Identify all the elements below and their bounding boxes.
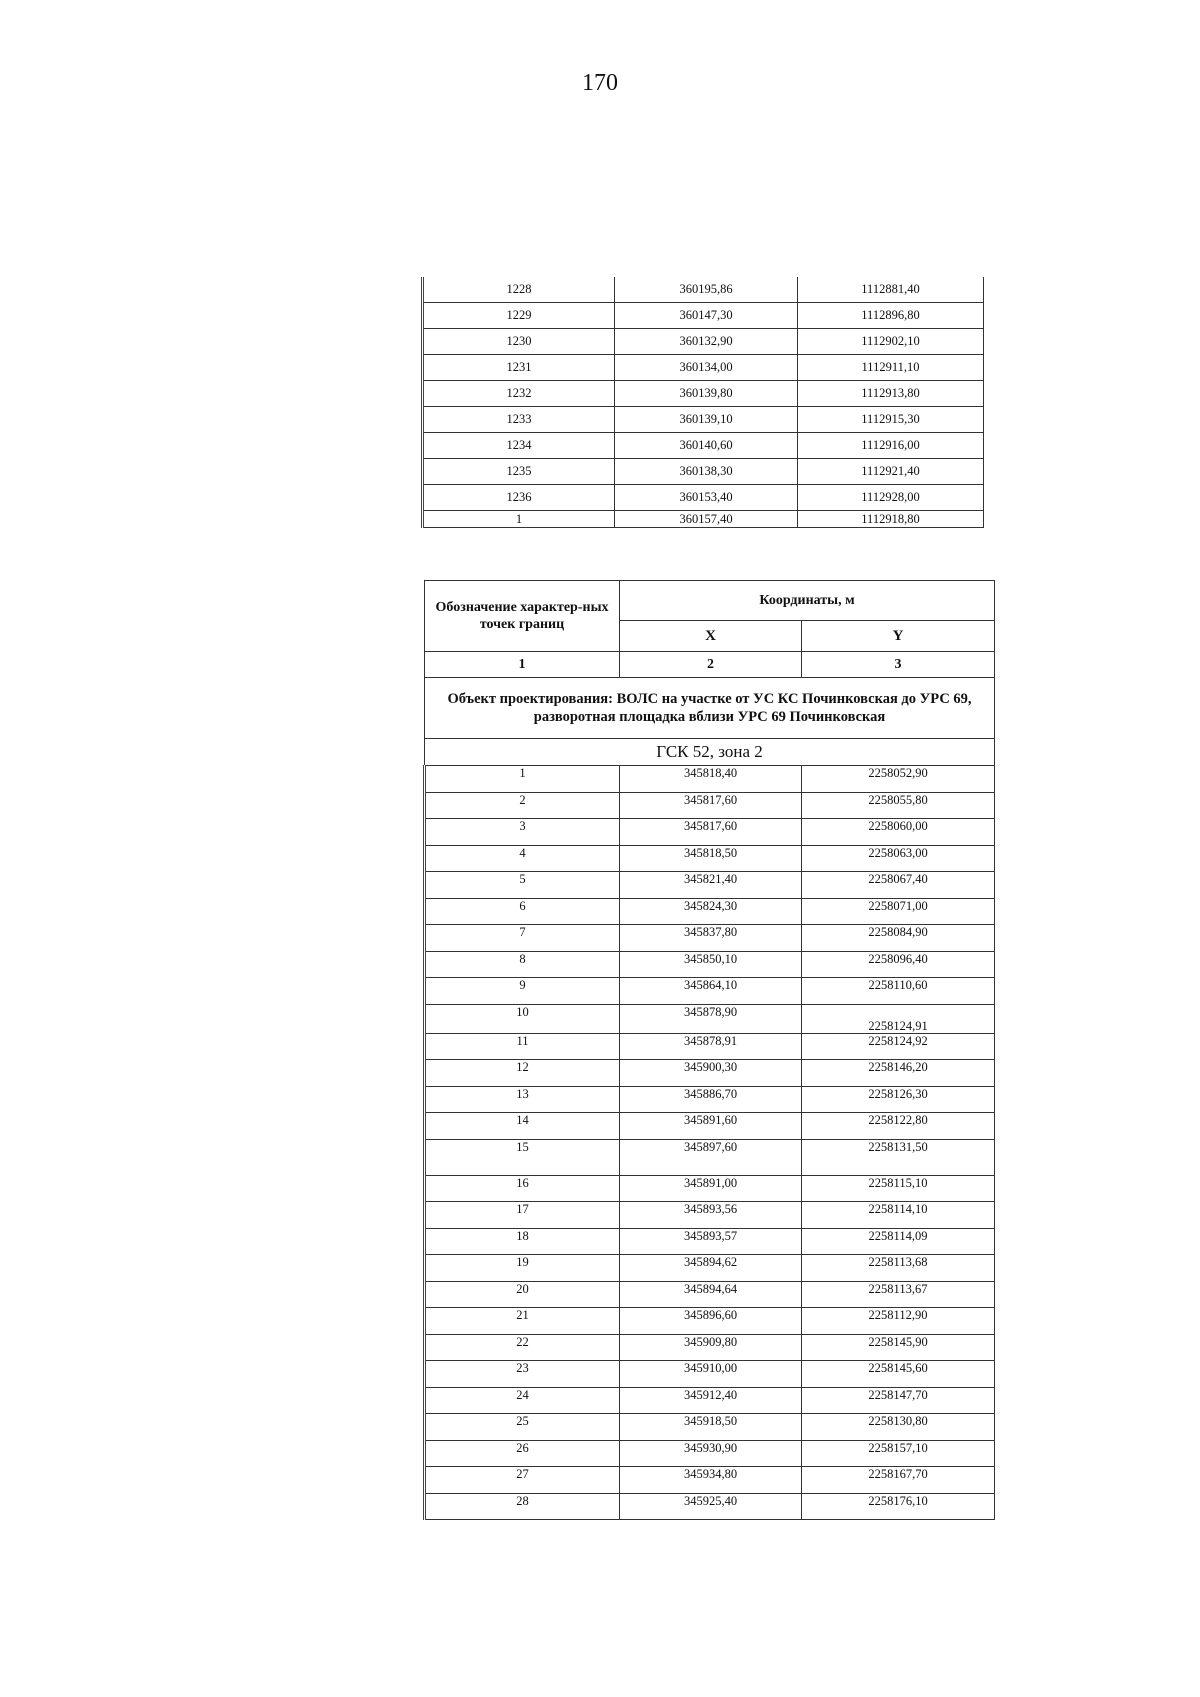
y-coordinate-cell: 2258114,09	[802, 1228, 995, 1255]
point-number-cell: 1234	[423, 433, 615, 459]
y-coordinate-cell: 1112881,40	[798, 277, 984, 303]
header-coordinates: Координаты, м	[620, 581, 995, 621]
table-row	[425, 1281, 995, 1308]
table-row	[423, 485, 984, 511]
x-coordinate-cell: 345824,30	[620, 898, 802, 925]
x-coordinate-cell: 345818,40	[620, 766, 802, 793]
table-row	[425, 1387, 995, 1414]
y-coordinate-cell: 1112913,80	[798, 381, 984, 407]
table-row	[425, 1060, 995, 1087]
x-coordinate-cell: 345930,90	[620, 1440, 802, 1467]
y-coordinate-cell: 2258055,80	[802, 792, 995, 819]
point-number-cell: 1229	[423, 303, 615, 329]
x-coordinate-cell: 345891,00	[620, 1175, 802, 1202]
point-number-cell: 13	[425, 1086, 620, 1113]
y-coordinate-cell: 2258124,91	[802, 1004, 995, 1033]
point-number-cell: 19	[425, 1255, 620, 1282]
point-number-cell: 8	[425, 951, 620, 978]
x-coordinate-cell: 360157,40	[615, 511, 798, 528]
x-coordinate-cell: 345878,91	[620, 1033, 802, 1060]
x-coordinate-cell: 345850,10	[620, 951, 802, 978]
table-row	[423, 381, 984, 407]
x-coordinate-cell: 360140,60	[615, 433, 798, 459]
table-row	[425, 925, 995, 952]
y-coordinate-cell: 2258063,00	[802, 845, 995, 872]
table-row	[425, 1139, 995, 1175]
table-row	[425, 951, 995, 978]
y-coordinate-cell: 2258112,90	[802, 1308, 995, 1335]
y-coordinate-cell: 1112896,80	[798, 303, 984, 329]
x-coordinate-cell: 345817,60	[620, 792, 802, 819]
point-number-cell: 24	[425, 1387, 620, 1414]
table-row	[425, 1414, 995, 1441]
y-coordinate-cell: 2258113,67	[802, 1281, 995, 1308]
y-coordinate-cell: 1112918,80	[798, 511, 984, 528]
table-row	[423, 303, 984, 329]
point-number-cell: 14	[425, 1113, 620, 1140]
table-row	[425, 1361, 995, 1388]
point-number-cell: 1231	[423, 355, 615, 381]
x-coordinate-cell: 345821,40	[620, 872, 802, 899]
x-coordinate-cell: 345910,00	[620, 1361, 802, 1388]
y-coordinate-cell: 2258167,70	[802, 1467, 995, 1494]
point-number-cell: 12	[425, 1060, 620, 1087]
table1-body	[423, 277, 984, 528]
x-coordinate-cell: 360147,30	[615, 303, 798, 329]
table2-body	[425, 766, 995, 1520]
x-coordinate-cell: 345878,90	[620, 1004, 802, 1033]
header-y: Y	[802, 621, 995, 652]
table-row	[423, 459, 984, 485]
y-coordinate-cell: 2258176,10	[802, 1493, 995, 1520]
x-coordinate-cell: 345896,60	[620, 1308, 802, 1335]
point-number-cell: 1228	[423, 277, 615, 303]
point-number-cell: 3	[425, 819, 620, 846]
point-number-cell: 27	[425, 1467, 620, 1494]
x-coordinate-cell: 345934,80	[620, 1467, 802, 1494]
table-row	[425, 978, 995, 1005]
table-row	[425, 1113, 995, 1140]
table-row	[425, 792, 995, 819]
point-number-cell: 20	[425, 1281, 620, 1308]
y-coordinate-cell: 2258146,20	[802, 1060, 995, 1087]
x-coordinate-cell: 345837,80	[620, 925, 802, 952]
y-coordinate-cell: 2258126,30	[802, 1086, 995, 1113]
y-coordinate-cell: 2258145,90	[802, 1334, 995, 1361]
y-coordinate-cell: 2258130,80	[802, 1414, 995, 1441]
table-row	[425, 1334, 995, 1361]
x-coordinate-cell: 345925,40	[620, 1493, 802, 1520]
header-designation: Обозначение характер-ных точек границ	[425, 581, 620, 652]
x-coordinate-cell: 360132,90	[615, 329, 798, 355]
point-number-cell: 1235	[423, 459, 615, 485]
y-coordinate-cell: 2258060,00	[802, 819, 995, 846]
column-number-2: 2	[620, 652, 802, 678]
table-row	[425, 872, 995, 899]
x-coordinate-cell: 345891,60	[620, 1113, 802, 1140]
point-number-cell: 9	[425, 978, 620, 1005]
x-coordinate-cell: 345893,56	[620, 1202, 802, 1229]
point-number-cell: 5	[425, 872, 620, 899]
y-coordinate-cell: 2258131,50	[802, 1139, 995, 1175]
x-coordinate-cell: 360195,86	[615, 277, 798, 303]
table-row	[425, 1308, 995, 1335]
column-number-3: 3	[802, 652, 995, 678]
table-row	[423, 355, 984, 381]
table-row	[425, 819, 995, 846]
point-number-cell: 15	[425, 1139, 620, 1175]
point-number-cell: 1232	[423, 381, 615, 407]
y-coordinate-cell: 1112902,10	[798, 329, 984, 355]
coordinates-table-continued	[421, 277, 984, 528]
table-row	[425, 1255, 995, 1282]
x-coordinate-cell: 345918,50	[620, 1414, 802, 1441]
table-row	[423, 433, 984, 459]
table-row	[423, 329, 984, 355]
table-row	[425, 1004, 995, 1033]
y-coordinate-cell: 2258113,68	[802, 1255, 995, 1282]
y-coordinate-cell: 1112921,40	[798, 459, 984, 485]
point-number-cell: 28	[425, 1493, 620, 1520]
y-coordinate-cell: 2258071,00	[802, 898, 995, 925]
point-number-cell: 21	[425, 1308, 620, 1335]
y-coordinate-cell: 2258084,90	[802, 925, 995, 952]
table-row	[425, 1440, 995, 1467]
x-coordinate-cell: 345897,60	[620, 1139, 802, 1175]
x-coordinate-cell: 345894,62	[620, 1255, 802, 1282]
y-coordinate-cell: 2258114,10	[802, 1202, 995, 1229]
x-coordinate-cell: 345817,60	[620, 819, 802, 846]
column-number-1: 1	[425, 652, 620, 678]
y-coordinate-cell: 1112915,30	[798, 407, 984, 433]
x-coordinate-cell: 360139,80	[615, 381, 798, 407]
table-row	[425, 766, 995, 793]
point-number-cell: 17	[425, 1202, 620, 1229]
x-coordinate-cell: 360139,10	[615, 407, 798, 433]
point-number-cell: 1236	[423, 485, 615, 511]
coordinates-table	[423, 580, 995, 1520]
table-row	[425, 898, 995, 925]
y-coordinate-cell: 1112928,00	[798, 485, 984, 511]
table-row	[425, 1086, 995, 1113]
y-coordinate-cell: 2258052,90	[802, 766, 995, 793]
x-coordinate-cell: 345900,30	[620, 1060, 802, 1087]
y-coordinate-cell: 2258096,40	[802, 951, 995, 978]
table-row	[425, 1493, 995, 1520]
table-row	[425, 1467, 995, 1494]
coordinate-system: ГСК 52, зона 2	[425, 739, 995, 766]
y-coordinate-cell: 2258157,10	[802, 1440, 995, 1467]
point-number-cell: 1	[425, 766, 620, 793]
point-number-cell: 11	[425, 1033, 620, 1060]
x-coordinate-cell: 360134,00	[615, 355, 798, 381]
x-coordinate-cell: 360138,30	[615, 459, 798, 485]
y-coordinate-cell: 2258147,70	[802, 1387, 995, 1414]
y-coordinate-cell: 2258122,80	[802, 1113, 995, 1140]
x-coordinate-cell: 360153,40	[615, 485, 798, 511]
table-row	[425, 1202, 995, 1229]
point-number-cell: 26	[425, 1440, 620, 1467]
point-number-cell: 25	[425, 1414, 620, 1441]
y-coordinate-cell: 2258145,60	[802, 1361, 995, 1388]
table-row	[423, 407, 984, 433]
point-number-cell: 1230	[423, 329, 615, 355]
x-coordinate-cell: 345909,80	[620, 1334, 802, 1361]
table-row	[423, 277, 984, 303]
y-coordinate-cell: 2258067,40	[802, 872, 995, 899]
y-coordinate-cell: 2258115,10	[802, 1175, 995, 1202]
table-row	[423, 511, 984, 528]
point-number-cell: 18	[425, 1228, 620, 1255]
y-coordinate-cell: 2258110,60	[802, 978, 995, 1005]
table-row	[425, 1228, 995, 1255]
header-x: X	[620, 621, 802, 652]
point-number-cell: 7	[425, 925, 620, 952]
point-number-cell: 16	[425, 1175, 620, 1202]
object-title: Объект проектирования: ВОЛС на участке от УС КС Починковская до УРС 69, разворотная площадка вблизи УРС 69 Починковская	[425, 678, 995, 739]
table2-header	[425, 581, 995, 766]
point-number-cell: 1233	[423, 407, 615, 433]
point-number-cell: 6	[425, 898, 620, 925]
point-number-cell: 1	[423, 511, 615, 528]
point-number-cell: 22	[425, 1334, 620, 1361]
x-coordinate-cell: 345818,50	[620, 845, 802, 872]
page-number: 170	[582, 70, 618, 96]
y-coordinate-cell: 1112916,00	[798, 433, 984, 459]
y-coordinate-cell: 2258124,92	[802, 1033, 995, 1060]
x-coordinate-cell: 345912,40	[620, 1387, 802, 1414]
point-number-cell: 23	[425, 1361, 620, 1388]
x-coordinate-cell: 345894,64	[620, 1281, 802, 1308]
y-coordinate-cell: 1112911,10	[798, 355, 984, 381]
table-row	[425, 1033, 995, 1060]
point-number-cell: 10	[425, 1004, 620, 1033]
x-coordinate-cell: 345864,10	[620, 978, 802, 1005]
table-row	[425, 1175, 995, 1202]
point-number-cell: 4	[425, 845, 620, 872]
point-number-cell: 2	[425, 792, 620, 819]
table-row	[425, 845, 995, 872]
x-coordinate-cell: 345893,57	[620, 1228, 802, 1255]
x-coordinate-cell: 345886,70	[620, 1086, 802, 1113]
